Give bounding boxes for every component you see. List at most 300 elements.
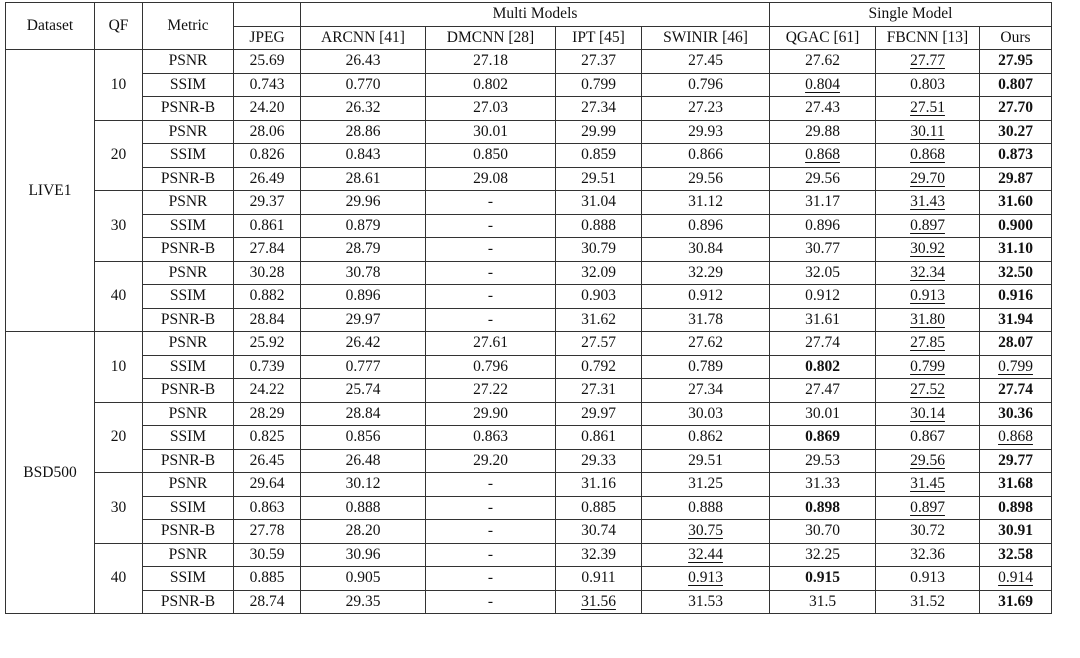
value-text: 30.12 bbox=[345, 475, 381, 493]
value-cell bbox=[426, 590, 556, 614]
header-qf: QF bbox=[95, 3, 143, 50]
value-cell bbox=[770, 473, 876, 497]
value-text: 0.807 bbox=[998, 75, 1033, 93]
value-cell bbox=[426, 402, 556, 426]
value-text: 31.25 bbox=[688, 475, 723, 493]
value-text: 30.27 bbox=[998, 122, 1033, 140]
value-text: 0.868 bbox=[805, 146, 840, 164]
value-text: 27.52 bbox=[910, 381, 945, 399]
value-text: 27.78 bbox=[249, 522, 285, 540]
value-cell bbox=[770, 496, 876, 520]
value-text: - bbox=[487, 592, 494, 610]
value-cell bbox=[301, 73, 426, 97]
value-text: 30.70 bbox=[805, 522, 840, 540]
value-cell bbox=[301, 238, 426, 262]
value-text: 0.863 bbox=[249, 498, 285, 516]
value-cell bbox=[642, 191, 770, 215]
value-text: 28.84 bbox=[345, 404, 381, 422]
value-text: 0.803 bbox=[910, 75, 945, 93]
value-cell bbox=[642, 261, 770, 285]
value-text: 32.44 bbox=[688, 545, 723, 563]
value-cell bbox=[234, 496, 301, 520]
value-text: 29.70 bbox=[910, 169, 945, 187]
metric-cell: PSNR-B bbox=[143, 449, 234, 473]
value-text: 0.896 bbox=[345, 287, 381, 305]
table-row bbox=[6, 144, 1052, 168]
value-cell bbox=[556, 191, 642, 215]
value-cell bbox=[556, 261, 642, 285]
value-cell bbox=[876, 238, 980, 262]
header-dataset: Dataset bbox=[6, 3, 95, 50]
value-cell bbox=[426, 379, 556, 403]
value-cell bbox=[980, 355, 1052, 379]
value-text: 30.77 bbox=[805, 240, 840, 258]
value-cell bbox=[426, 261, 556, 285]
value-cell bbox=[980, 261, 1052, 285]
value-text: 30.59 bbox=[249, 545, 285, 563]
value-text: 32.09 bbox=[581, 263, 616, 281]
value-cell bbox=[234, 167, 301, 191]
value-text: 0.888 bbox=[688, 498, 723, 516]
value-cell bbox=[980, 590, 1052, 614]
value-cell bbox=[234, 285, 301, 309]
value-text: 27.43 bbox=[805, 99, 840, 117]
results-body bbox=[6, 50, 1052, 614]
value-cell bbox=[556, 285, 642, 309]
value-text: - bbox=[487, 240, 494, 258]
value-text: 0.897 bbox=[910, 498, 945, 516]
value-cell bbox=[642, 355, 770, 379]
value-text: 29.53 bbox=[805, 451, 840, 469]
value-cell bbox=[876, 120, 980, 144]
value-cell bbox=[980, 50, 1052, 74]
value-cell bbox=[770, 520, 876, 544]
value-text: 28.74 bbox=[249, 592, 285, 610]
metric-cell: SSIM bbox=[143, 426, 234, 450]
value-text: 27.22 bbox=[473, 381, 508, 399]
header-method: JPEG bbox=[234, 26, 301, 50]
value-text: 0.739 bbox=[249, 357, 285, 375]
value-text: 0.792 bbox=[581, 357, 616, 375]
value-text: 30.74 bbox=[581, 522, 616, 540]
value-cell bbox=[426, 50, 556, 74]
value-cell bbox=[556, 402, 642, 426]
value-cell bbox=[980, 191, 1052, 215]
value-cell bbox=[234, 402, 301, 426]
value-text: 31.33 bbox=[805, 475, 840, 493]
value-cell bbox=[770, 332, 876, 356]
value-text: 30.11 bbox=[910, 122, 945, 140]
value-cell bbox=[556, 308, 642, 332]
value-text: 30.14 bbox=[910, 404, 945, 422]
value-text: 31.56 bbox=[581, 592, 616, 610]
header-method: QGAC [61] bbox=[770, 26, 876, 50]
value-text: 29.99 bbox=[581, 122, 616, 140]
value-cell bbox=[980, 426, 1052, 450]
value-text: 0.913 bbox=[910, 287, 945, 305]
value-text: 28.61 bbox=[345, 169, 381, 187]
results-table-container bbox=[5, 2, 1052, 614]
table-row bbox=[6, 120, 1052, 144]
value-text: 29.08 bbox=[473, 169, 508, 187]
value-text: 31.17 bbox=[805, 193, 840, 211]
value-cell bbox=[876, 567, 980, 591]
value-text: 0.912 bbox=[688, 287, 723, 305]
value-cell bbox=[556, 426, 642, 450]
value-cell bbox=[980, 97, 1052, 121]
value-cell bbox=[426, 144, 556, 168]
value-text: 27.85 bbox=[910, 334, 945, 352]
header-method: Ours bbox=[980, 26, 1052, 50]
value-text: 0.850 bbox=[473, 146, 508, 164]
value-text: 27.62 bbox=[805, 52, 840, 70]
value-text: 0.873 bbox=[998, 146, 1033, 164]
value-cell bbox=[301, 308, 426, 332]
value-text: 30.72 bbox=[910, 522, 945, 540]
value-cell bbox=[876, 97, 980, 121]
value-cell bbox=[642, 332, 770, 356]
value-text: 27.57 bbox=[581, 334, 616, 352]
value-cell bbox=[556, 449, 642, 473]
value-text: 27.47 bbox=[805, 381, 840, 399]
value-cell bbox=[876, 285, 980, 309]
value-cell bbox=[234, 120, 301, 144]
value-cell bbox=[876, 496, 980, 520]
value-cell bbox=[234, 426, 301, 450]
value-cell bbox=[770, 285, 876, 309]
value-cell bbox=[876, 167, 980, 191]
value-text: 27.31 bbox=[581, 381, 616, 399]
value-text: 27.84 bbox=[249, 240, 285, 258]
qf-cell: 40 bbox=[95, 261, 143, 332]
value-text: 28.86 bbox=[345, 122, 381, 140]
value-cell bbox=[980, 144, 1052, 168]
value-text: 29.56 bbox=[805, 169, 840, 187]
value-text: 0.866 bbox=[688, 146, 723, 164]
value-text: 27.77 bbox=[910, 52, 945, 70]
value-cell bbox=[876, 379, 980, 403]
value-cell bbox=[301, 261, 426, 285]
value-cell bbox=[301, 473, 426, 497]
value-text: 0.912 bbox=[805, 287, 840, 305]
value-text: 26.43 bbox=[345, 52, 381, 70]
value-cell bbox=[770, 261, 876, 285]
value-text: 31.68 bbox=[998, 475, 1033, 493]
table-row bbox=[6, 238, 1052, 262]
value-text: 27.51 bbox=[910, 99, 945, 117]
value-cell bbox=[642, 520, 770, 544]
table-row bbox=[6, 332, 1052, 356]
value-cell bbox=[301, 590, 426, 614]
value-cell bbox=[426, 449, 556, 473]
value-text: 0.916 bbox=[998, 287, 1033, 305]
value-text: 0.856 bbox=[345, 428, 381, 446]
value-cell bbox=[301, 567, 426, 591]
header-multi-models: Multi Models bbox=[301, 3, 770, 27]
table-row bbox=[6, 449, 1052, 473]
value-text: - bbox=[487, 310, 494, 328]
value-cell bbox=[556, 50, 642, 74]
value-text: - bbox=[487, 216, 494, 234]
value-cell bbox=[301, 144, 426, 168]
value-cell bbox=[980, 473, 1052, 497]
value-text: 0.879 bbox=[345, 216, 381, 234]
value-text: 29.51 bbox=[688, 451, 723, 469]
value-cell bbox=[876, 191, 980, 215]
value-cell bbox=[770, 167, 876, 191]
value-text: 30.01 bbox=[805, 404, 840, 422]
value-text: 27.03 bbox=[473, 99, 508, 117]
value-cell bbox=[234, 73, 301, 97]
value-text: 27.37 bbox=[581, 52, 616, 70]
value-cell bbox=[770, 402, 876, 426]
value-cell bbox=[980, 120, 1052, 144]
value-text: 28.79 bbox=[345, 240, 381, 258]
metric-cell: PSNR-B bbox=[143, 520, 234, 544]
value-text: 29.35 bbox=[345, 592, 381, 610]
value-cell bbox=[234, 214, 301, 238]
value-cell bbox=[301, 520, 426, 544]
value-text: - bbox=[487, 545, 494, 563]
value-text: 30.78 bbox=[345, 263, 381, 281]
value-cell bbox=[642, 379, 770, 403]
value-text: 0.868 bbox=[998, 428, 1033, 446]
value-text: 0.905 bbox=[345, 569, 381, 587]
table-row bbox=[6, 402, 1052, 426]
value-cell bbox=[642, 496, 770, 520]
dataset-cell: BSD500 bbox=[6, 332, 95, 614]
value-text: 29.56 bbox=[688, 169, 723, 187]
value-cell bbox=[301, 402, 426, 426]
value-text: 0.911 bbox=[581, 569, 616, 587]
value-cell bbox=[642, 167, 770, 191]
qf-cell: 40 bbox=[95, 543, 143, 614]
value-text: 0.869 bbox=[805, 428, 840, 446]
value-text: 31.78 bbox=[688, 310, 723, 328]
value-cell bbox=[426, 332, 556, 356]
value-cell bbox=[301, 120, 426, 144]
value-text: 26.32 bbox=[345, 99, 381, 117]
value-text: 30.96 bbox=[345, 545, 381, 563]
metric-cell: PSNR-B bbox=[143, 590, 234, 614]
value-cell bbox=[301, 285, 426, 309]
table-row bbox=[6, 167, 1052, 191]
value-text: 0.885 bbox=[581, 498, 616, 516]
value-text: 27.62 bbox=[688, 334, 723, 352]
value-text: 0.843 bbox=[345, 146, 381, 164]
value-cell bbox=[234, 97, 301, 121]
value-cell bbox=[642, 449, 770, 473]
value-text: 0.868 bbox=[910, 146, 945, 164]
value-text: 0.888 bbox=[581, 216, 616, 234]
value-text: 32.36 bbox=[910, 545, 945, 563]
table-row bbox=[6, 426, 1052, 450]
value-cell bbox=[642, 590, 770, 614]
value-text: 31.61 bbox=[805, 310, 840, 328]
value-text: 28.07 bbox=[998, 334, 1033, 352]
value-cell bbox=[234, 355, 301, 379]
value-cell bbox=[770, 238, 876, 262]
value-text: 27.61 bbox=[473, 334, 508, 352]
value-text: 0.743 bbox=[249, 75, 285, 93]
value-cell bbox=[426, 97, 556, 121]
value-cell bbox=[556, 590, 642, 614]
value-cell bbox=[980, 567, 1052, 591]
value-text: 27.34 bbox=[688, 381, 723, 399]
header-single-model: Single Model bbox=[770, 3, 1052, 27]
metric-cell: PSNR-B bbox=[143, 97, 234, 121]
value-cell bbox=[426, 285, 556, 309]
qf-cell: 10 bbox=[95, 332, 143, 403]
value-text: 29.90 bbox=[473, 404, 508, 422]
value-cell bbox=[556, 144, 642, 168]
qf-cell: 20 bbox=[95, 402, 143, 473]
value-cell bbox=[876, 449, 980, 473]
qf-cell: 20 bbox=[95, 120, 143, 191]
metric-cell: SSIM bbox=[143, 567, 234, 591]
value-text: 0.804 bbox=[805, 75, 840, 93]
value-text: 26.48 bbox=[345, 451, 381, 469]
value-text: 27.95 bbox=[998, 52, 1033, 70]
value-text: 29.88 bbox=[805, 122, 840, 140]
value-text: 30.75 bbox=[688, 522, 723, 540]
value-text: - bbox=[487, 263, 494, 281]
value-text: 26.42 bbox=[345, 334, 381, 352]
metric-cell: PSNR bbox=[143, 120, 234, 144]
value-cell bbox=[426, 473, 556, 497]
table-row bbox=[6, 214, 1052, 238]
value-text: 31.43 bbox=[910, 193, 945, 211]
value-text: 0.861 bbox=[581, 428, 616, 446]
value-cell bbox=[642, 426, 770, 450]
value-text: 26.49 bbox=[249, 169, 285, 187]
metric-cell: SSIM bbox=[143, 285, 234, 309]
value-cell bbox=[642, 120, 770, 144]
value-text: 27.23 bbox=[688, 99, 723, 117]
value-text: 29.33 bbox=[581, 451, 616, 469]
value-cell bbox=[426, 191, 556, 215]
value-cell bbox=[426, 543, 556, 567]
value-cell bbox=[301, 97, 426, 121]
value-text: 27.74 bbox=[998, 381, 1033, 399]
value-text: 28.84 bbox=[249, 310, 285, 328]
value-text: - bbox=[487, 569, 494, 587]
value-text: 0.896 bbox=[805, 216, 840, 234]
value-text: 0.896 bbox=[688, 216, 723, 234]
value-text: 0.825 bbox=[249, 428, 285, 446]
value-cell bbox=[426, 355, 556, 379]
value-text: 0.826 bbox=[249, 146, 285, 164]
value-text: 31.80 bbox=[910, 310, 945, 328]
value-text: 28.20 bbox=[345, 522, 381, 540]
metric-cell: PSNR-B bbox=[143, 167, 234, 191]
value-cell bbox=[770, 355, 876, 379]
value-cell bbox=[876, 590, 980, 614]
value-cell bbox=[234, 567, 301, 591]
value-cell bbox=[556, 167, 642, 191]
value-cell bbox=[876, 402, 980, 426]
metric-cell: SSIM bbox=[143, 355, 234, 379]
value-cell bbox=[980, 73, 1052, 97]
value-cell bbox=[770, 449, 876, 473]
value-cell bbox=[301, 332, 426, 356]
value-cell bbox=[426, 496, 556, 520]
value-cell bbox=[770, 308, 876, 332]
value-cell bbox=[234, 590, 301, 614]
value-text: 29.64 bbox=[249, 475, 285, 493]
value-text: 31.52 bbox=[910, 592, 945, 610]
value-cell bbox=[980, 402, 1052, 426]
value-text: 27.18 bbox=[473, 52, 508, 70]
value-text: 0.799 bbox=[581, 75, 616, 93]
value-text: 0.915 bbox=[805, 569, 840, 587]
qf-cell: 30 bbox=[95, 473, 143, 544]
value-text: 31.45 bbox=[910, 475, 945, 493]
header-method: IPT [45] bbox=[556, 26, 642, 50]
value-cell bbox=[234, 379, 301, 403]
value-text: 29.51 bbox=[581, 169, 616, 187]
value-cell bbox=[642, 238, 770, 262]
value-cell bbox=[876, 543, 980, 567]
value-cell bbox=[556, 473, 642, 497]
results-table bbox=[5, 2, 1052, 614]
value-cell bbox=[770, 214, 876, 238]
value-text: 0.913 bbox=[688, 569, 723, 587]
value-cell bbox=[770, 97, 876, 121]
value-cell bbox=[770, 543, 876, 567]
value-cell bbox=[876, 144, 980, 168]
value-text: 31.04 bbox=[581, 193, 616, 211]
dataset-cell: LIVE1 bbox=[6, 50, 95, 332]
value-text: 28.06 bbox=[249, 122, 285, 140]
value-cell bbox=[426, 238, 556, 262]
value-cell bbox=[426, 308, 556, 332]
value-text: 29.77 bbox=[998, 451, 1033, 469]
value-text: 30.92 bbox=[910, 240, 945, 258]
value-cell bbox=[556, 379, 642, 403]
value-cell bbox=[980, 449, 1052, 473]
qf-cell: 10 bbox=[95, 50, 143, 121]
value-cell bbox=[556, 332, 642, 356]
value-text: 29.87 bbox=[998, 169, 1033, 187]
value-cell bbox=[301, 496, 426, 520]
value-text: - bbox=[487, 193, 494, 211]
table-row bbox=[6, 261, 1052, 285]
value-text: - bbox=[487, 475, 494, 493]
value-cell bbox=[556, 97, 642, 121]
value-cell bbox=[876, 332, 980, 356]
value-text: 0.796 bbox=[688, 75, 723, 93]
value-text: 30.36 bbox=[998, 404, 1033, 422]
value-text: 0.898 bbox=[998, 498, 1033, 516]
value-cell bbox=[426, 567, 556, 591]
value-text: 25.69 bbox=[249, 52, 285, 70]
value-text: 0.859 bbox=[581, 146, 616, 164]
value-cell bbox=[876, 308, 980, 332]
table-row bbox=[6, 191, 1052, 215]
value-text: 27.34 bbox=[581, 99, 616, 117]
value-cell bbox=[980, 285, 1052, 309]
table-row bbox=[6, 73, 1052, 97]
value-cell bbox=[301, 191, 426, 215]
value-text: 25.74 bbox=[345, 381, 381, 399]
metric-cell: PSNR-B bbox=[143, 379, 234, 403]
value-cell bbox=[770, 144, 876, 168]
value-text: 31.94 bbox=[998, 310, 1033, 328]
value-text: 28.29 bbox=[249, 404, 285, 422]
header-method: DMCNN [28] bbox=[426, 26, 556, 50]
value-text: 32.50 bbox=[998, 263, 1033, 281]
